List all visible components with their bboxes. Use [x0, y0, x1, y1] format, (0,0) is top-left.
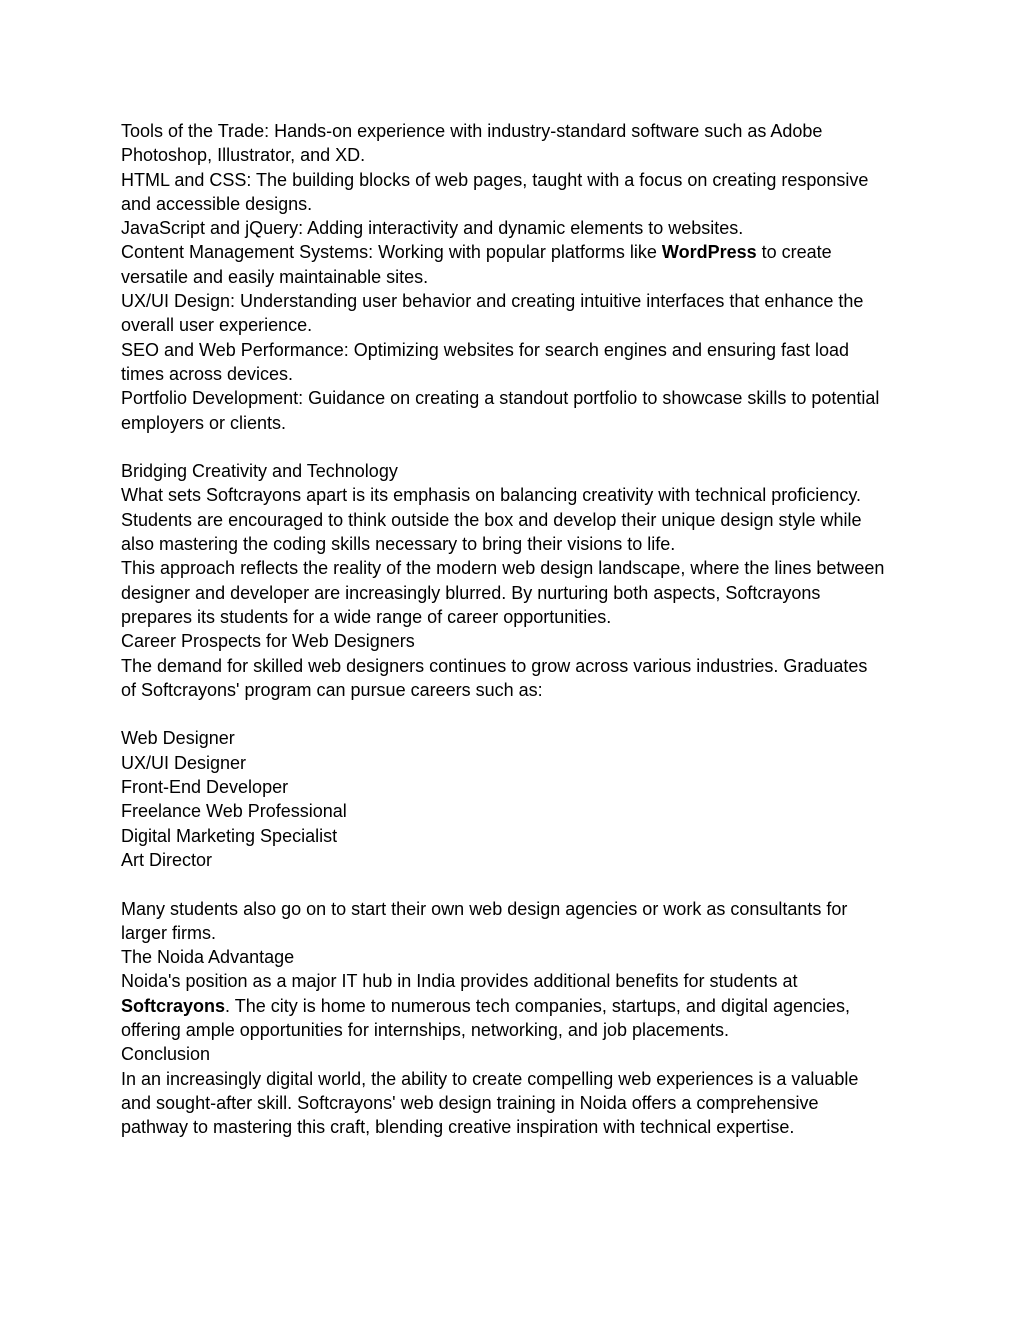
paragraph-line: Many students also go on to start their own web design agencies or work as consultants for: [121, 898, 848, 919]
tools-list: [121, 119, 921, 435]
tool-text-line: SEO and Web Performance: Optimizing websites for search engines and ensuring fast load: [121, 339, 850, 360]
tool-item-seo: [121, 338, 921, 387]
paragraph-line: of Softcrayons' program can pursue careers such as:: [121, 679, 543, 700]
section-heading: Conclusion: [121, 1044, 211, 1065]
tool-text-line: HTML and CSS: The building blocks of web pages, taught with a focus on creating responsive: [121, 169, 869, 190]
paragraph-line: Students are encouraged to think outside the box and develop their unique design style while: [121, 509, 862, 530]
list-item: Digital Marketing Specialist: [121, 825, 338, 846]
career-section: [121, 629, 921, 945]
paragraph-line: What sets Softcrayons apart is its emphasis on balancing creativity with technical proficiency.: [121, 485, 861, 506]
tool-text-line: Tools of the Trade: Hands-on experience with industry-standard software such as Adobe: [121, 121, 823, 141]
paragraph-line: larger firms.: [121, 922, 217, 943]
paragraph-line: offering ample opportunities for internships, networking, and job placements.: [121, 1019, 730, 1040]
softcrayons-keyword: Softcrayons: [121, 995, 226, 1016]
list-item: Art Director: [121, 849, 213, 870]
paragraph-line: also mastering the coding skills necessary to bring their visions to life.: [121, 534, 676, 555]
paragraph-line: prepares its students for a wide range of career opportunities.: [121, 606, 612, 627]
tool-item-cms: [121, 240, 921, 289]
paragraph-line: In an increasingly digital world, the ability to create compelling web experiences is a valuable: [121, 1068, 859, 1089]
bridging-section: [121, 459, 921, 629]
tool-text-line: employers or clients.: [121, 412, 287, 433]
spacer: [121, 702, 921, 726]
list-item: Freelance Web Professional: [121, 801, 347, 822]
section-heading: Bridging Creativity and Technology: [121, 461, 398, 482]
tool-text-line: Portfolio Development: Guidance on creating a standout portfolio to showcase skills to potential: [121, 388, 880, 409]
tool-text-segment: to create: [756, 242, 832, 263]
tool-text-line: [121, 240, 921, 264]
tool-text-line: JavaScript and jQuery: Adding interactivity and dynamic elements to websites.: [121, 218, 744, 239]
paragraph-segment: . The city is home to numerous tech companies, startups, and digital agencies,: [225, 995, 851, 1016]
document-page: [121, 119, 921, 1139]
wordpress-keyword: WordPress: [661, 242, 757, 263]
tool-text-line: versatile and easily maintainable sites.: [121, 266, 429, 287]
list-item: UX/UI Designer: [121, 752, 247, 773]
tool-text-line: times across devices.: [121, 363, 294, 384]
tool-text-line: UX/UI Design: Understanding user behavior and creating intuitive interfaces that enhance the: [121, 291, 864, 312]
list-item: Web Designer: [121, 728, 235, 749]
paragraph-line: Noida's position as a major IT hub in India provides additional benefits for students at: [121, 971, 798, 992]
conclusion-section: [121, 1042, 921, 1139]
tool-text-line: overall user experience.: [121, 315, 313, 336]
paragraph-line: pathway to mastering this craft, blending creative inspiration with technical expertise.: [121, 1117, 795, 1138]
section-heading: Career Prospects for Web Designers: [121, 631, 415, 652]
career-roles-list: [121, 726, 921, 872]
paragraph-line: [121, 994, 921, 1018]
tool-text-segment: Content Management Systems: Working with popular platforms like: [121, 242, 662, 263]
paragraph-line: designer and developer are increasingly blurred. By nurturing both aspects, Softcrayons: [121, 582, 821, 603]
noida-section: [121, 945, 921, 1042]
tool-item-ux-ui: [121, 289, 921, 338]
tool-item-html-css: [121, 168, 921, 217]
section-heading: The Noida Advantage: [121, 947, 295, 968]
paragraph-line: and sought-after skill. Softcrayons' web design training in Noida offers a comprehensive: [121, 1092, 819, 1113]
spacer: [121, 435, 921, 459]
tool-text-line: Photoshop, Illustrator, and XD.: [121, 145, 366, 166]
paragraph-line: This approach reflects the reality of the modern web design landscape, where the lines between: [121, 558, 885, 579]
tool-item-portfolio: [121, 386, 921, 435]
spacer: [121, 872, 921, 896]
tool-item-javascript: [121, 216, 921, 240]
paragraph-line: The demand for skilled web designers continues to grow across various industries. Graduates: [121, 655, 868, 676]
list-item: Front-End Developer: [121, 777, 289, 798]
tool-text-line: and accessible designs.: [121, 193, 313, 214]
tool-item-tools-of-trade: [121, 119, 921, 168]
